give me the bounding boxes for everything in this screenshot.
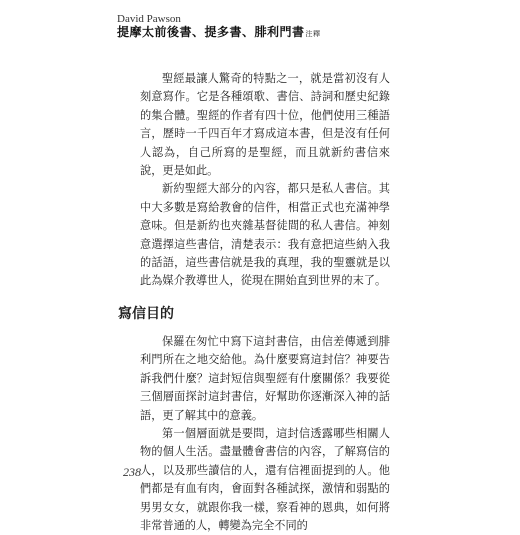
paragraph: 第一個層面就是要問，這封信透露哪些相關人物的個人生活。盡量體會書信的內容，了解寫信的人，以及那些讀信的人，還有信裡面提到的人。他們都是有血有肉，會面對各種試探，激情和弱點的男男女女，就跟你我一樣，察看神的恩典，如何將非常普通的人，轉變為完全不同的 bbox=[140, 426, 390, 532]
page-number: 238 bbox=[123, 465, 141, 479]
book-title-sub: 注釋 bbox=[305, 30, 321, 38]
paragraph: 保羅在匆忙中寫下這封書信，由信差傳遞到腓利門所在之地交給他。為什麼要寫這封信？神要告訴我們什麼？這封短信與聖經有什麼關係？我要從三個層面探討這封書信，好幫助你逐漸深入神的話語，更了解其中的意義。 bbox=[140, 334, 390, 422]
book-title bbox=[117, 25, 321, 41]
running-header bbox=[117, 13, 321, 41]
paragraph: 聖經最讓人驚奇的特點之一，就是當初沒有人刻意寫作。它是各種頌歌、書信、詩詞和歷史紀錄的集合體。聖經的作者有四十位，他們使用三種語言，歷時一千四百年才寫成這本書，但是沒有任何人認為，自己所寫的是聖經，而且就新約書信來說，更是如此。 bbox=[140, 72, 390, 178]
book-title-main: 提摩太前後書、提多書、腓利門書 bbox=[117, 25, 305, 39]
author-name: David Pawson bbox=[117, 13, 181, 25]
paragraph: 新約聖經大部分的內容，都只是私人書信。其中大多數是寫給教會的信件，相當正式也充滿神學意味。但是新約也夾雜基督徒間的私人書信。神刻意選擇這些書信，清楚表示：我有意把這些納入我的話語，這些書信就是我的真理，我的聖靈就是以此為媒介教導世人，從現在開始直到世界的末了。 bbox=[140, 182, 390, 288]
section-heading: 寫信目的 bbox=[118, 305, 174, 322]
